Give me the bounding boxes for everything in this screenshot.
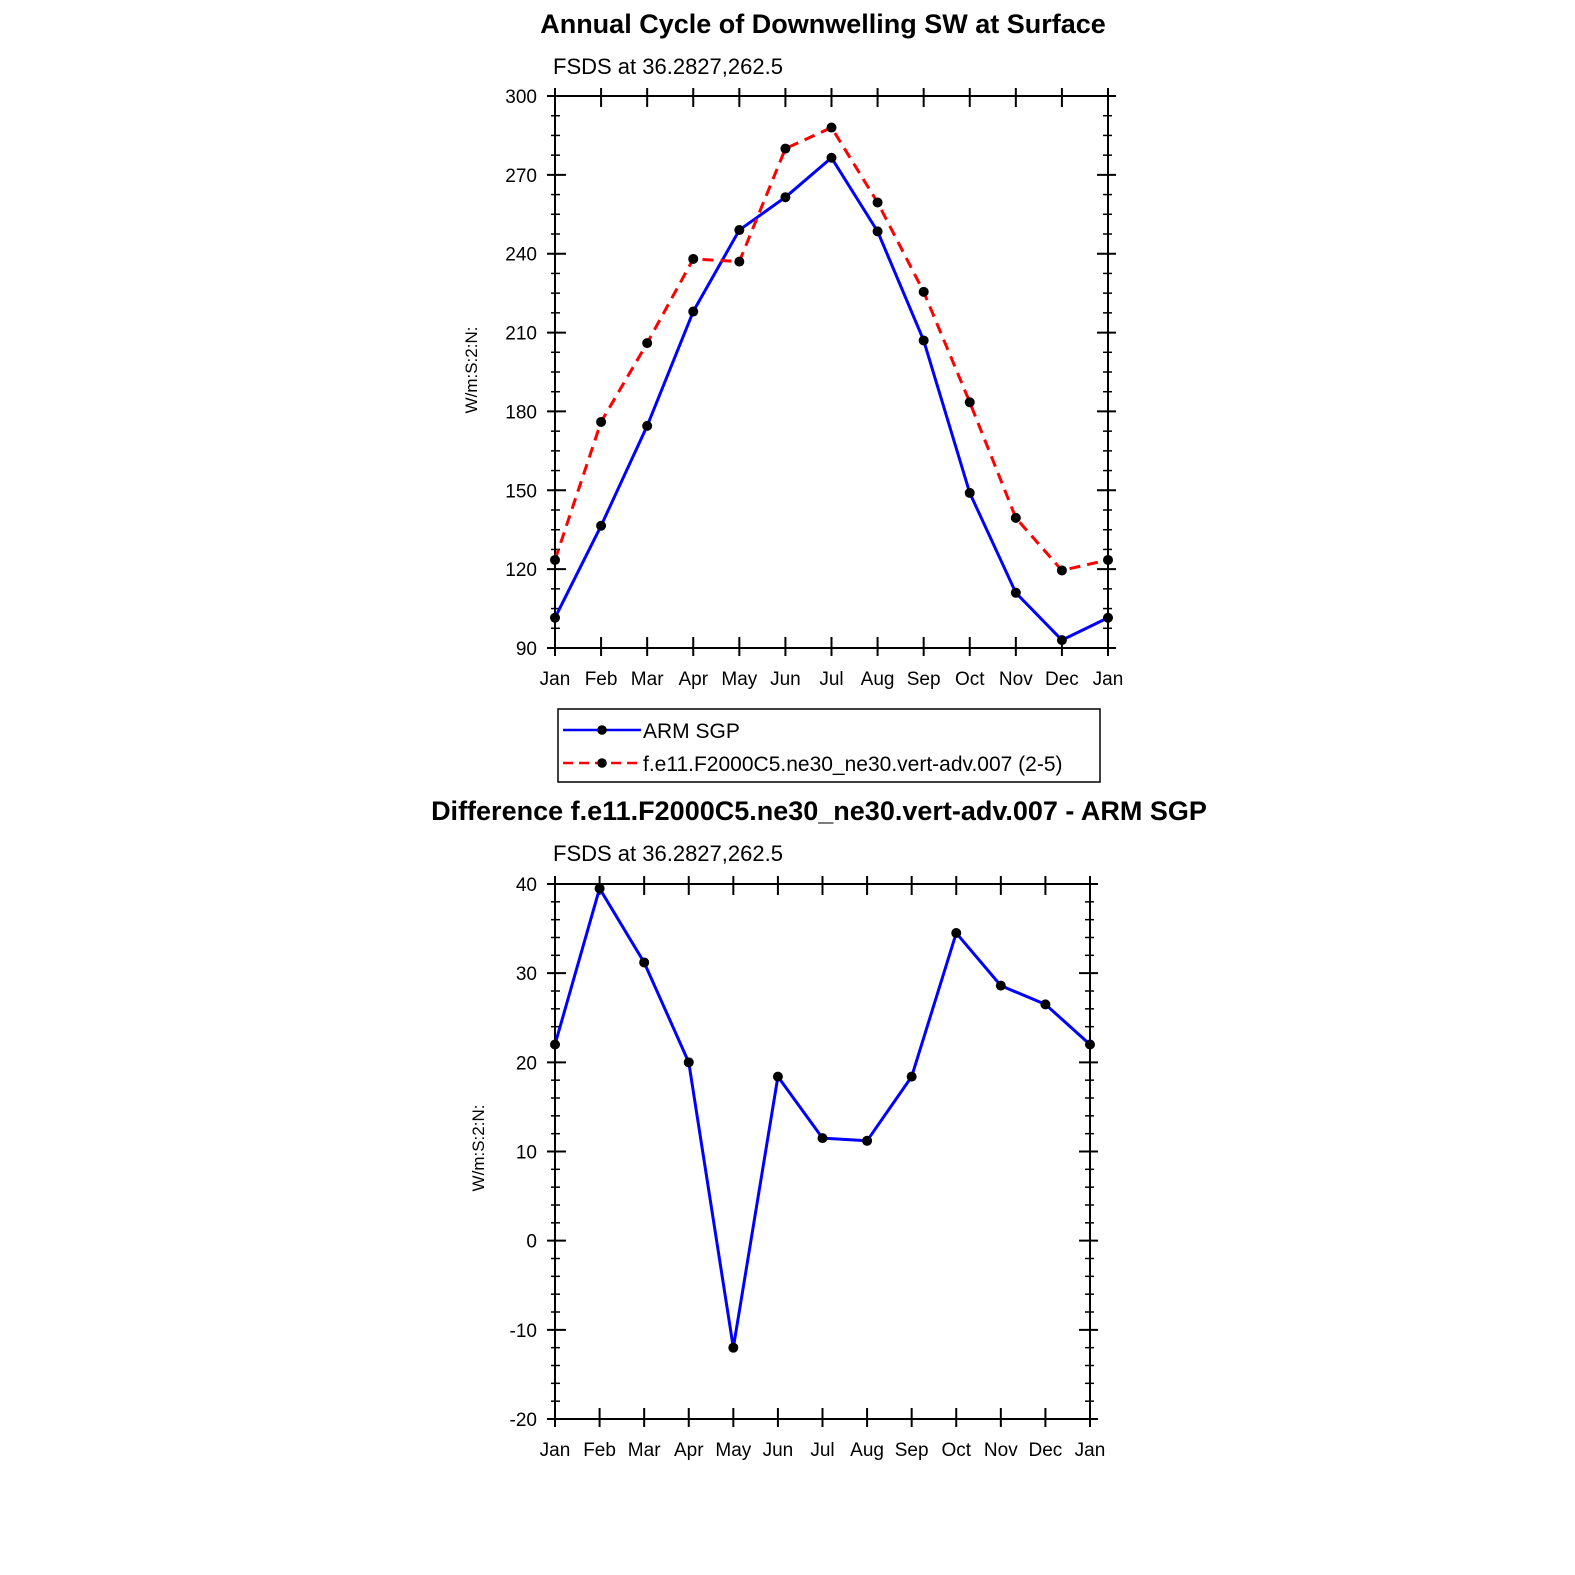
data-point-series-0 (780, 192, 790, 202)
data-point-series-0 (688, 307, 698, 317)
axes (510, 875, 1106, 1461)
x-tick-label: Jun (770, 669, 801, 690)
data-point-series-0 (1011, 588, 1021, 598)
y-tick-label: 20 (515, 1053, 537, 1075)
data-point-series-1 (827, 123, 837, 133)
y-tick-label: 90 (515, 639, 537, 660)
x-tick-label: Apr (673, 1440, 704, 1461)
x-tick-label: Aug (860, 669, 895, 690)
x-tick-label: Feb (583, 1440, 616, 1461)
data-point-series-1 (780, 144, 790, 154)
data-point-series-0 (873, 226, 883, 236)
plot-frame (555, 884, 1090, 1419)
series-line-0 (555, 158, 1108, 640)
x-tick-label: Jul (819, 669, 844, 690)
data-point-series-0 (734, 225, 744, 235)
y-tick-label: 270 (505, 165, 537, 187)
data-point-series-0 (773, 1072, 783, 1082)
annual-cycle-chart (462, 9, 1123, 782)
chart-title: Difference f.e11.F2000C5.ne30_ne30.vert-adv.007 - ARM SGP (431, 796, 1207, 826)
plot-frame (555, 96, 1108, 648)
x-tick-label: Oct (954, 669, 985, 690)
data-point-series-1 (919, 287, 929, 297)
x-tick-label: Mar (630, 669, 664, 690)
series-layer (550, 123, 1113, 646)
series-layer (550, 883, 1095, 1352)
x-tick-label: Dec (1045, 669, 1079, 690)
legend-label-arm-sgp: ARM SGP (643, 720, 740, 743)
y-tick-label: 240 (505, 244, 537, 266)
x-tick-label: Sep (894, 1440, 929, 1461)
x-tick-label: Jun (762, 1440, 794, 1461)
legend-marker-arm-sgp (597, 725, 607, 735)
data-point-series-0 (1040, 999, 1050, 1009)
x-tick-label: May (715, 1440, 752, 1461)
legend (558, 709, 1100, 782)
y-tick-label: -10 (509, 1320, 537, 1342)
data-point-series-1 (688, 254, 698, 264)
data-point-series-0 (965, 488, 975, 498)
data-point-series-1 (596, 417, 606, 427)
data-point-series-0 (595, 883, 605, 893)
y-axis-label: W/m:S:2:N: (462, 326, 481, 414)
data-point-series-0 (1085, 1040, 1095, 1050)
data-point-series-0 (550, 1040, 560, 1050)
x-tick-label: Feb (584, 669, 618, 690)
data-point-series-0 (818, 1133, 828, 1143)
data-point-series-1 (1057, 565, 1067, 575)
data-point-series-0 (596, 521, 606, 531)
data-point-series-1 (1011, 513, 1021, 523)
y-tick-label: 0 (526, 1231, 537, 1253)
y-tick-label: 10 (515, 1142, 537, 1164)
x-tick-label: Dec (1028, 1440, 1063, 1461)
x-tick-label: Jan (539, 1440, 571, 1461)
chart-subtitle: FSDS at 36.2827,262.5 (553, 841, 783, 866)
y-tick-label: 150 (505, 481, 537, 503)
x-tick-label: Jul (810, 1440, 835, 1461)
legend-label-model: f.e11.F2000C5.ne30_ne30.vert-adv.007 (2-5) (643, 753, 1063, 776)
data-point-series-1 (734, 257, 744, 267)
data-point-series-0 (639, 957, 649, 967)
chart-title: Annual Cycle of Downwelling SW at Surface (540, 9, 1106, 39)
y-tick-label: 300 (505, 87, 537, 108)
data-point-series-0 (1057, 635, 1067, 645)
y-tick-label: 180 (505, 402, 537, 424)
legend-marker-model (597, 758, 607, 768)
data-point-series-0 (951, 928, 961, 938)
y-tick-label: 210 (505, 323, 537, 345)
data-point-series-0 (1103, 613, 1113, 623)
series-line-0 (555, 888, 1090, 1347)
data-point-series-0 (996, 981, 1006, 991)
difference-chart (431, 796, 1207, 1461)
x-tick-label: Mar (627, 1440, 661, 1461)
y-tick-label: 120 (505, 560, 537, 582)
data-point-series-0 (642, 421, 652, 431)
x-tick-label: Nov (983, 1440, 1018, 1461)
x-tick-label: May (721, 669, 758, 690)
series-line-1 (555, 128, 1108, 571)
data-point-series-0 (827, 153, 837, 163)
axes (505, 87, 1123, 690)
x-tick-label: Sep (906, 669, 941, 690)
data-point-series-1 (873, 197, 883, 207)
data-point-series-1 (1103, 555, 1113, 565)
y-tick-label: -20 (509, 1410, 537, 1431)
data-point-series-0 (919, 335, 929, 345)
x-tick-label: Aug (850, 1440, 884, 1461)
data-point-series-1 (642, 338, 652, 348)
y-tick-label: 40 (515, 875, 537, 896)
data-point-series-0 (907, 1072, 917, 1082)
x-tick-label: Oct (941, 1440, 972, 1461)
data-point-series-0 (550, 613, 560, 623)
y-tick-label: 30 (515, 964, 537, 986)
chart-subtitle: FSDS at 36.2827,262.5 (553, 54, 783, 79)
data-point-series-0 (728, 1343, 738, 1353)
data-point-series-0 (684, 1057, 694, 1067)
data-point-series-1 (965, 397, 975, 407)
x-tick-label: Apr (678, 669, 709, 690)
x-tick-label: Jan (1074, 1440, 1106, 1461)
y-axis-label: W/m:S:2:N: (469, 1104, 488, 1192)
x-tick-label: Jan (1092, 669, 1124, 690)
data-point-series-1 (550, 555, 560, 565)
data-point-series-0 (862, 1136, 872, 1146)
x-tick-label: Jan (539, 669, 571, 690)
x-tick-label: Nov (998, 669, 1033, 690)
